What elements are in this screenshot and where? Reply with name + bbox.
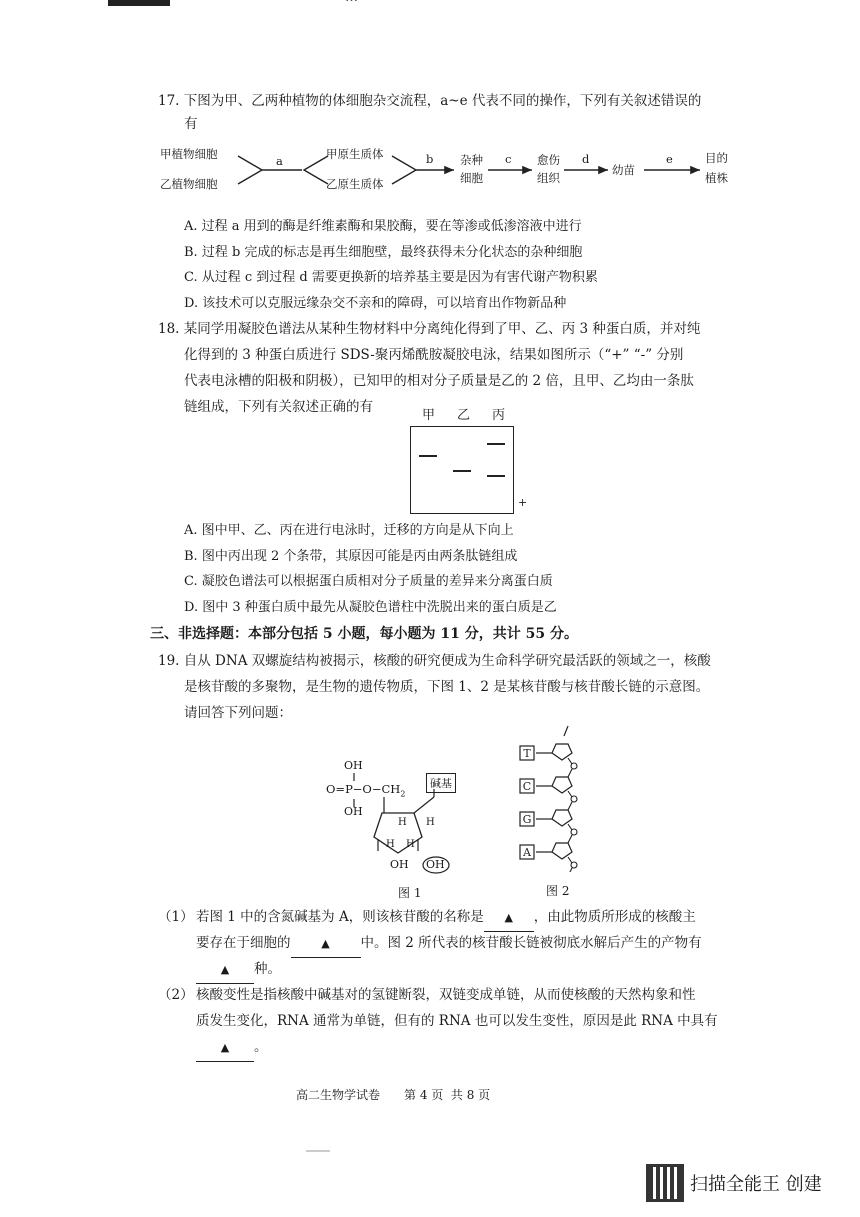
- phosphodiester-bond: [568, 769, 572, 777]
- q19-sub1-line2: [196, 930, 702, 958]
- q17-option-d: D. 该技术可以克服远缘杂交不亲和的障碍，可以培育出作物新品种: [184, 296, 567, 311]
- q17-option-c: C. 从过程 c 到过程 d 需要更换新的培养基主要是因为有害代谢产物积累: [184, 270, 598, 285]
- chain-top-line: [564, 726, 568, 736]
- phosphodiester-bond: [568, 802, 572, 810]
- gel-lane-label-yi: 乙: [457, 408, 471, 423]
- qr-code-icon: [646, 1164, 684, 1202]
- sugar-ring: [552, 810, 572, 826]
- gel-band-bing-upper: [487, 443, 505, 445]
- gel-lane-label-bing: 丙: [492, 408, 506, 423]
- flow-target-2: 植株: [705, 171, 728, 185]
- fig1-oh-bottom: OH: [344, 805, 363, 818]
- flow-arrows: [160, 140, 740, 200]
- q18-option-b: B. 图中丙出现 2 个条带，其原因可能是丙由两条肽链组成: [184, 549, 518, 564]
- q17-stem-line1: 17. 下图为甲、乙两种植物的体细胞杂交流程，a~e 代表不同的操作，下列有关叙述错误的: [158, 93, 702, 109]
- gel-box: [410, 426, 514, 514]
- gel-band-jia: [419, 455, 437, 457]
- flow-yi-cell: 乙植物细胞: [160, 177, 218, 191]
- flow-label-a: a: [276, 154, 283, 168]
- figure-2-chain: [516, 722, 596, 872]
- q17-flow-diagram: [160, 140, 740, 200]
- fig1-ch2-subscript: 2: [400, 789, 406, 799]
- top-fragment-text: [345, 0, 358, 5]
- fig1-h-bottom-left: H: [386, 839, 395, 850]
- q18-option-a: A. 图中甲、乙、丙在进行电泳时，迁移的方向是从下向上: [184, 523, 514, 538]
- q18-line-2: 化得到的 3 种蛋白质进行 SDS-聚丙烯酰胺凝胶电泳，结果如图所示（“+” “-” 分别: [184, 347, 684, 363]
- flow-target-1: 目的: [705, 151, 728, 165]
- q19-sub1-text-e: 种。: [254, 961, 281, 977]
- q17-stem-line2: 有: [184, 116, 198, 132]
- fig1-oh-top: OH: [344, 759, 363, 772]
- q19-sub1-text-b: ，由此物质所形成的核酸主: [533, 909, 696, 925]
- q19-sub2-answer-blank[interactable]: [196, 1034, 254, 1062]
- sugar-ring: [552, 777, 572, 793]
- q19-sub2-text-end: 。: [254, 1039, 268, 1055]
- top-scan-artifact: [108, 0, 170, 6]
- flow-hybrid-2: 细胞: [460, 171, 483, 185]
- base-letter-c: C: [522, 780, 532, 793]
- q19-sub1-line3: [196, 956, 281, 984]
- flow-jia-cell: 甲植物细胞: [160, 147, 218, 161]
- q17-option-a: A. 过程 a 用到的酶是纤维素酶和果胶酶，要在等渗或低渗溶液中进行: [184, 219, 582, 234]
- q19-sub1-text-a: 若图 1 中的含氮碱基为 A，则该核苷酸的名称是: [196, 909, 484, 925]
- answer-marker-icon: ▲: [504, 911, 513, 924]
- base-letter-t: T: [523, 747, 531, 760]
- q18-option-c: C. 凝胶色谱法可以根据蛋白质相对分子质量的差异来分离蛋白质: [184, 574, 553, 589]
- flow-jia-proto: 甲原生质体: [326, 147, 384, 161]
- fig1-phosphate-line: [326, 782, 405, 798]
- fig1-h-bottom-right: H: [406, 839, 415, 850]
- answer-marker-icon: ▲: [220, 963, 230, 976]
- gel-plus-sign: +: [518, 496, 528, 509]
- q19-sub1-number: （1）: [158, 909, 194, 925]
- q19-line-2: 是核苷酸的多聚物，是生物的遗传物质，下图 1、2 是某核苷酸与核苷酸长链的示意图。: [184, 679, 710, 695]
- fig1-h-right: H: [426, 817, 435, 828]
- watermark-text: 扫描全能王 创建: [690, 1174, 822, 1195]
- nucleotide-chain: [516, 722, 596, 872]
- base-letter-a: A: [523, 846, 531, 859]
- phosphodiester-bond: [568, 868, 572, 872]
- q19-sub2-line1: 核酸变性是指核酸中碱基对的氢键断裂，双链变成单链，从而使核酸的天然构象和性: [196, 987, 696, 1003]
- gel-band-bing-lower: [487, 475, 505, 477]
- bottom-scan-mark: [306, 1150, 330, 1152]
- q19-sub2-line3: [196, 1034, 268, 1062]
- q19-sub1-line1: [196, 904, 696, 932]
- phosphodiester-bond: [568, 835, 572, 843]
- answer-marker-icon: ▲: [220, 1041, 230, 1054]
- page-footer: 高二生物学试卷 第 4 页 共 8 页: [296, 1088, 491, 1102]
- answer-marker-icon: ▲: [321, 937, 330, 950]
- phosphodiester-bond: [568, 857, 572, 863]
- q18-line-4: 链组成，下列有关叙述正确的有: [184, 399, 373, 415]
- q19-sub2-number: （2）: [158, 987, 194, 1003]
- flow-label-e: e: [666, 152, 673, 166]
- figure-1-nucleotide: [322, 755, 482, 895]
- flow-callus-1: 愈伤: [537, 153, 560, 167]
- q19-sub1-answer-blank-3[interactable]: [196, 956, 254, 984]
- q19-line-1: 19. 自从 DNA 双螺旋结构被揭示，核酸的研究便成为生命科学研究最活跃的领域之一，核酸: [158, 653, 711, 669]
- phosphodiester-bond: [568, 791, 572, 797]
- q19-sub1-text-d: 中。图 2 所代表的核苷酸长链被彻底水解后产生的产物有: [360, 935, 702, 951]
- phosphodiester-bond: [568, 824, 572, 830]
- flow-hybrid-1: 杂种: [460, 153, 483, 167]
- q19-sub1-text-c: 要存在于细胞的: [196, 935, 291, 951]
- q17-option-b: B. 过程 b 完成的标志是再生细胞壁，最终获得未分化状态的杂种细胞: [184, 245, 583, 260]
- gel-band-yi: [453, 470, 471, 472]
- sugar-ring: [552, 744, 572, 760]
- flow-callus-2: 组织: [537, 171, 560, 185]
- phosphodiester-bond: [568, 758, 572, 764]
- fig1-h-left: H: [398, 817, 407, 828]
- fig1-phosphate: O=P−O−CH: [326, 782, 401, 796]
- figure-1-caption: 图 1: [398, 886, 422, 900]
- fig1-base-box: 碱基: [426, 773, 456, 793]
- flow-label-c: c: [505, 152, 512, 166]
- fig1-oh-left: OH: [390, 858, 409, 871]
- figure-2-caption: 图 2: [546, 884, 570, 898]
- flow-yi-proto: 乙原生质体: [326, 177, 384, 191]
- flow-label-d: d: [582, 152, 590, 166]
- q18-option-d: D. 图中 3 种蛋白质中最先从凝胶色谱柱中洗脱出来的蛋白质是乙: [184, 600, 557, 615]
- sugar-ring: [552, 843, 572, 859]
- q19-sub2-line2: 质发生变化，RNA 通常为单链，但有的 RNA 也可以发生变性，原因是此 RNA 中具有: [196, 1013, 718, 1029]
- q18-line-3: 代表电泳槽的阳极和阴极），已知甲的相对分子质量是乙的 2 倍，且甲、乙均由一条肽: [184, 373, 694, 389]
- section-3-heading: 三、非选择题：本部分包括 5 小题，每小题为 11 分，共计 55 分。: [150, 626, 578, 642]
- q19-sub1-answer-blank-1[interactable]: [484, 904, 534, 932]
- flow-label-b: b: [426, 152, 434, 166]
- gel-lane-label-jia: 甲: [422, 408, 436, 423]
- q18-line-1: 18. 某同学用凝胶色谱法从某种生物材料中分离纯化得到了甲、乙、丙 3 种蛋白质，并对纯: [158, 321, 701, 337]
- fig1-oh-circled: OH: [426, 858, 445, 871]
- q19-line-3: 请回答下列问题：: [184, 705, 292, 721]
- q19-sub1-answer-blank-2[interactable]: [291, 930, 361, 958]
- base-letter-g: G: [522, 813, 532, 826]
- flow-seedling: 幼苗: [612, 163, 635, 177]
